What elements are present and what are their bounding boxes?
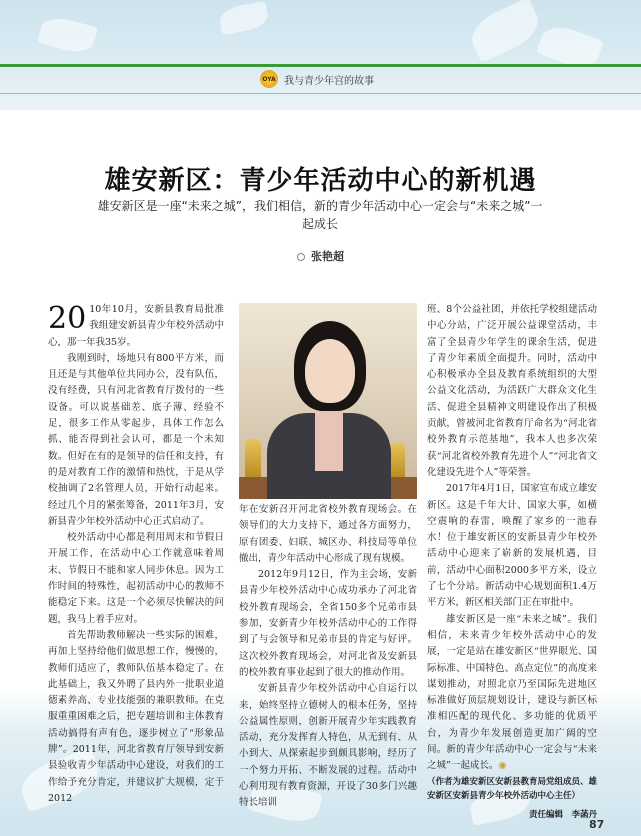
- opening-text: 10年10月，安新县教育局批准我组建安新县青少年校外活动中心，那一年我35岁。: [48, 304, 224, 348]
- editor-credit: 责任编辑 李菡丹: [528, 809, 597, 820]
- paragraph: 校外活动中心都是利用周末和节假日开展工作，在活动中心工作就意味着周末、节假日不能和家人同步休息。因为工作时间的特殊性，起初活动中心的教师不能稳定下来。这是一个必须尽快解决的问题，我马上着手应对。: [48, 532, 224, 625]
- column-2: [239, 502, 417, 812]
- leaf-decoration: [218, 1, 270, 35]
- author-note: （作者为雄安新区安新县教育局党组成员、雄安新区安新县青少年校外活动中心主任）: [427, 776, 598, 801]
- drop-cap: 20: [48, 301, 87, 336]
- author-name: 张艳超: [311, 250, 344, 263]
- paragraph: 班、8个公益社团，并依托学校组建活动中心分站，广泛开展公益课堂活动，丰富了全县青少年学生的课余生活，促进了青少年素质全面提升。同时，活动中心积极承办全县及教育系统组织的大型公益文化活动，为活跃广大群众文化生活、促进全县精神文明建设作出了积极贡献，曾被河北省教育厅命名为“河北省校外教育示范基地”，我本人也多次荣获“河北省校外教育先进个人”“河北省文化建设先进个人”等荣誉。: [427, 304, 597, 478]
- column-1: [48, 302, 224, 807]
- article-title: 雄安新区：青少年活动中心的新机遇: [104, 166, 537, 196]
- column-3: [427, 302, 597, 823]
- paragraph: 2012年9月12日，作为主会场，安新县青少年校外活动中心成功承办了河北省校外教育现场会，全省150多个兄弟市县参加，安新青少年校外活动中心的工作得到了与会领导和兄弟市县的肯定与好评。这次校外教育现场会，对河北省及安新县的校外教育事业起到了很大的推动作用。: [239, 569, 417, 678]
- paragraph: 2017年4月1日，国家宣布成立雄安新区。这是千年大计、国家大事，如横空震响的春雷，唤醒了家乡的一池春水！位于雄安新区的安新县青少年校外活动中心迎来了崭新的发展机遇，目前，活动中心面积2000多平方米，设立了七个分站。新活动中心规划面积1.4万平方米，新区相关部门正在审批中。: [427, 483, 597, 609]
- trophy-icon: [245, 439, 261, 479]
- section-divider: [0, 93, 641, 94]
- youth-palace-badge-icon: OYA: [260, 70, 278, 88]
- end-mark-icon: ◉: [498, 760, 507, 772]
- paragraph: 首先帮助教师解决一些实际的困难，再加上坚持给他们做思想工作，慢慢的，教师们适应了，教师队伍基本稳定了。在此基础上，我又外聘了县内外一批职业道德素养高、专业技能强的兼职教师。在克服重重困难之后，把专题培训和主体教育活动搞得有声有色，逐步树立了“形象品牌”。2011年，河北省教育厅领导到安新县验收青少年活动中心建设，对我们的工作给予充分肯定，并建议扩大规模，定于2012: [48, 629, 224, 804]
- page-number: 87: [589, 818, 605, 831]
- article-subtitle: 雄安新区是一座“未来之城”，我们相信，新的青少年活动中心一定会与“未来之城”一起成长: [97, 199, 543, 231]
- photo-face: [305, 339, 355, 403]
- author-bullet-icon: [297, 253, 305, 261]
- section-header: [260, 70, 374, 88]
- paragraph: 我刚到时，场地只有800平方米，而且还是与其他单位共同办公，没有队伍，没有经费，只有河北省教育厅拨付的一些设备。可以说基础差、底子薄、经验不足，很多工作从零起步，具体工作怎么抓、能否得到社会认可，都是一个未知数。但好在有的是领导的信任和支持，有的是对教育工作的激情和热忱，于是从学校抽调了2名管理人员，开始行动起来。经过几个月的紧张筹备，2011年3月，安新县青少年校外活动中心正式启动了。: [48, 352, 224, 527]
- paragraph: 年在安新召开河北省校外教育现场会。在领导们的大力支持下，通过各方面努力，原有团委、妇联、城区办、科技局等单位撤出，青少年活动中心形成了现有规模。: [239, 504, 417, 564]
- header-rule: [0, 64, 641, 67]
- leaf-decoration: [37, 13, 98, 56]
- author-photo: [239, 303, 417, 499]
- closing-text: 雄安新区是一座“未来之城”。我们相信，未来青少年校外活动中心的发展，一定是站在雄安新区“世界眼光、国际标准、中国特色、高点定位”的高度来谋划推动，对照北京乃至国际先进地区标准做好顶层规划设计，建设与新区标准相匹配的现代化、多功能的优质平台，为青少年发展创造更加广阔的空间。新的青少年活动中心一定会与“未来之城”一起成长。: [427, 613, 597, 772]
- author-line: [0, 248, 641, 264]
- leaf-decoration: [465, 0, 545, 63]
- opening-paragraph: [48, 302, 224, 351]
- photo-shirt: [315, 411, 343, 471]
- section-label: 我与青少年宫的故事: [284, 75, 374, 87]
- trophy-icon: [389, 443, 405, 479]
- paragraph: [427, 612, 597, 775]
- paragraph: 安新县青少年校外活动中心自运行以来，始终坚持立德树人的根本任务，坚持公益属性原则，创新开展青少年实践教育活动，充分发挥育人特色，从无到有、从小到大、从探索起步到颇具影响，经历了一个努力开拓、不断发展的过程。活动中心利用现有教育资源，开设了30多门兴趣特长培训: [239, 683, 417, 809]
